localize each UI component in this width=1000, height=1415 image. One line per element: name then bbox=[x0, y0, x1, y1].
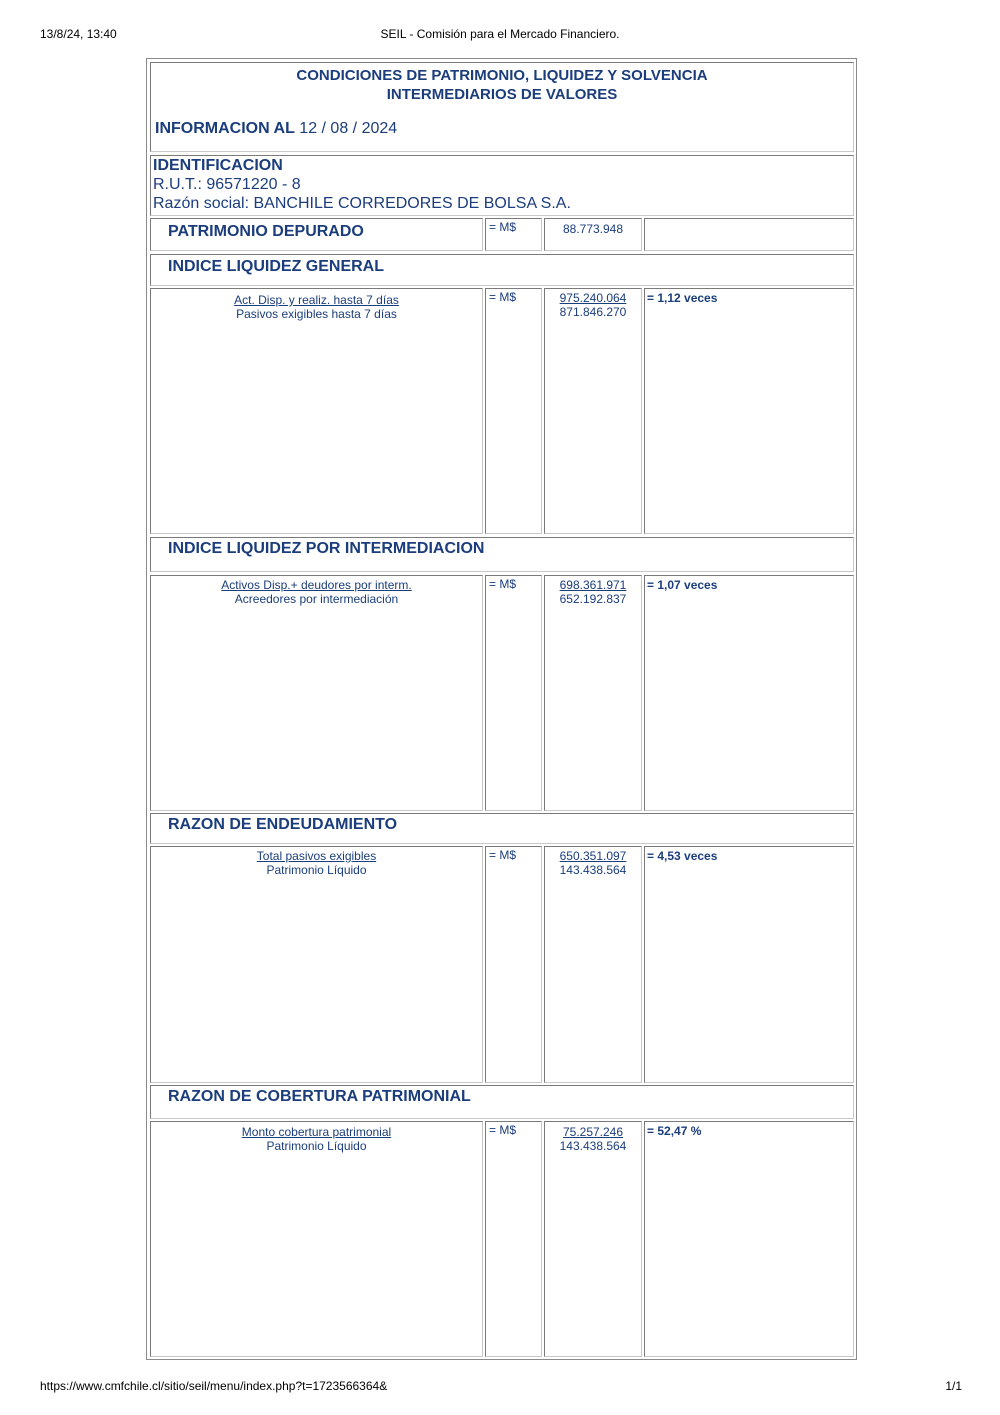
section-values-cell bbox=[544, 288, 642, 534]
section-unit-cell bbox=[485, 288, 542, 534]
section-labels-cell bbox=[150, 288, 483, 534]
denominator-label: Pasivos exigibles hasta 7 días bbox=[236, 307, 397, 321]
result-value: = 1,12 veces bbox=[647, 291, 718, 305]
patrimonio-unit-cell bbox=[485, 218, 542, 251]
section-title-cell bbox=[150, 813, 854, 844]
report-title-line1: CONDICIONES DE PATRIMONIO, LIQUIDEZ Y SOLVENCIA bbox=[296, 67, 708, 84]
section-title: RAZON DE COBERTURA PATRIMONIAL bbox=[168, 1088, 471, 1105]
section-title-cell bbox=[150, 537, 854, 572]
info-date-value: 12 / 08 / 2024 bbox=[299, 120, 398, 137]
section-values-cell bbox=[544, 1121, 642, 1357]
section-title: RAZON DE ENDEUDAMIENTO bbox=[168, 816, 398, 833]
section-values-cell bbox=[544, 846, 642, 1083]
unit-label: = M$ bbox=[489, 848, 517, 862]
section-values-cell bbox=[544, 575, 642, 811]
numerator-label: Monto cobertura patrimonial bbox=[241, 1125, 392, 1139]
report-title-line2: INTERMEDIARIOS DE VALORES bbox=[386, 86, 618, 103]
result-value: = 4,53 veces bbox=[647, 849, 718, 863]
section-result-cell bbox=[644, 1121, 854, 1357]
print-datetime: 13/8/24, 13:40 bbox=[40, 27, 117, 41]
section-result-cell bbox=[644, 288, 854, 534]
section-labels-cell bbox=[150, 1121, 483, 1357]
identification-heading: IDENTIFICACION bbox=[153, 157, 283, 174]
denominator-value: 143.438.564 bbox=[559, 863, 627, 877]
report-header bbox=[150, 62, 854, 152]
denominator-value: 143.438.564 bbox=[559, 1139, 627, 1153]
section-result-cell bbox=[644, 575, 854, 811]
info-label: INFORMACION AL bbox=[155, 120, 295, 137]
numerator-value: 650.351.097 bbox=[559, 849, 627, 863]
numerator-label: Activos Disp.+ deudores por interm. bbox=[221, 578, 412, 592]
patrimonio-unit: = M$ bbox=[489, 220, 517, 234]
patrimonio-value-cell bbox=[544, 218, 642, 251]
numerator-value: 975.240.064 bbox=[559, 291, 627, 305]
section-unit-cell bbox=[485, 846, 542, 1083]
identification-block bbox=[150, 155, 854, 216]
numerator-value: 75.257.246 bbox=[562, 1125, 624, 1139]
print-page-title: SEIL - Comisión para el Mercado Financiero. bbox=[380, 27, 620, 41]
patrimonio-empty-cell bbox=[644, 218, 854, 251]
unit-label: = M$ bbox=[489, 290, 517, 304]
denominator-label: Patrimonio Líquido bbox=[266, 1139, 367, 1153]
section-title-cell bbox=[150, 1085, 854, 1119]
patrimonio-label-cell bbox=[150, 218, 483, 251]
numerator-value: 698.361.971 bbox=[559, 578, 627, 592]
print-url: https://www.cmfchile.cl/sitio/seil/menu/index.php?t=1723566364& bbox=[40, 1379, 388, 1393]
section-title: INDICE LIQUIDEZ GENERAL bbox=[168, 258, 385, 275]
result-value: = 52,47 % bbox=[647, 1124, 702, 1138]
denominator-label: Patrimonio Líquido bbox=[266, 863, 367, 877]
section-title: INDICE LIQUIDEZ POR INTERMEDIACION bbox=[168, 540, 485, 557]
patrimonio-label: PATRIMONIO DEPURADO bbox=[168, 223, 364, 240]
unit-label: = M$ bbox=[489, 1123, 517, 1137]
section-unit-cell bbox=[485, 1121, 542, 1357]
patrimonio-value: 88.773.948 bbox=[562, 222, 624, 236]
info-date bbox=[155, 120, 397, 138]
unit-label: = M$ bbox=[489, 577, 517, 591]
denominator-value: 652.192.837 bbox=[559, 592, 627, 606]
section-labels-cell bbox=[150, 575, 483, 811]
numerator-label: Total pasivos exigibles bbox=[256, 849, 377, 863]
rut: R.U.T.: 96571220 - 8 bbox=[153, 176, 301, 193]
section-unit-cell bbox=[485, 575, 542, 811]
section-labels-cell bbox=[150, 846, 483, 1083]
denominator-label: Acreedores por intermediación bbox=[234, 592, 399, 606]
razon-social: Razón social: BANCHILE CORREDORES DE BOLSA S.A. bbox=[153, 195, 571, 212]
denominator-value: 871.846.270 bbox=[559, 305, 627, 319]
numerator-label: Act. Disp. y realiz. hasta 7 días bbox=[234, 293, 399, 307]
section-title-cell bbox=[150, 254, 854, 286]
section-result-cell bbox=[644, 846, 854, 1083]
print-page-number: 1/1 bbox=[945, 1379, 962, 1393]
result-value: = 1,07 veces bbox=[647, 578, 718, 592]
